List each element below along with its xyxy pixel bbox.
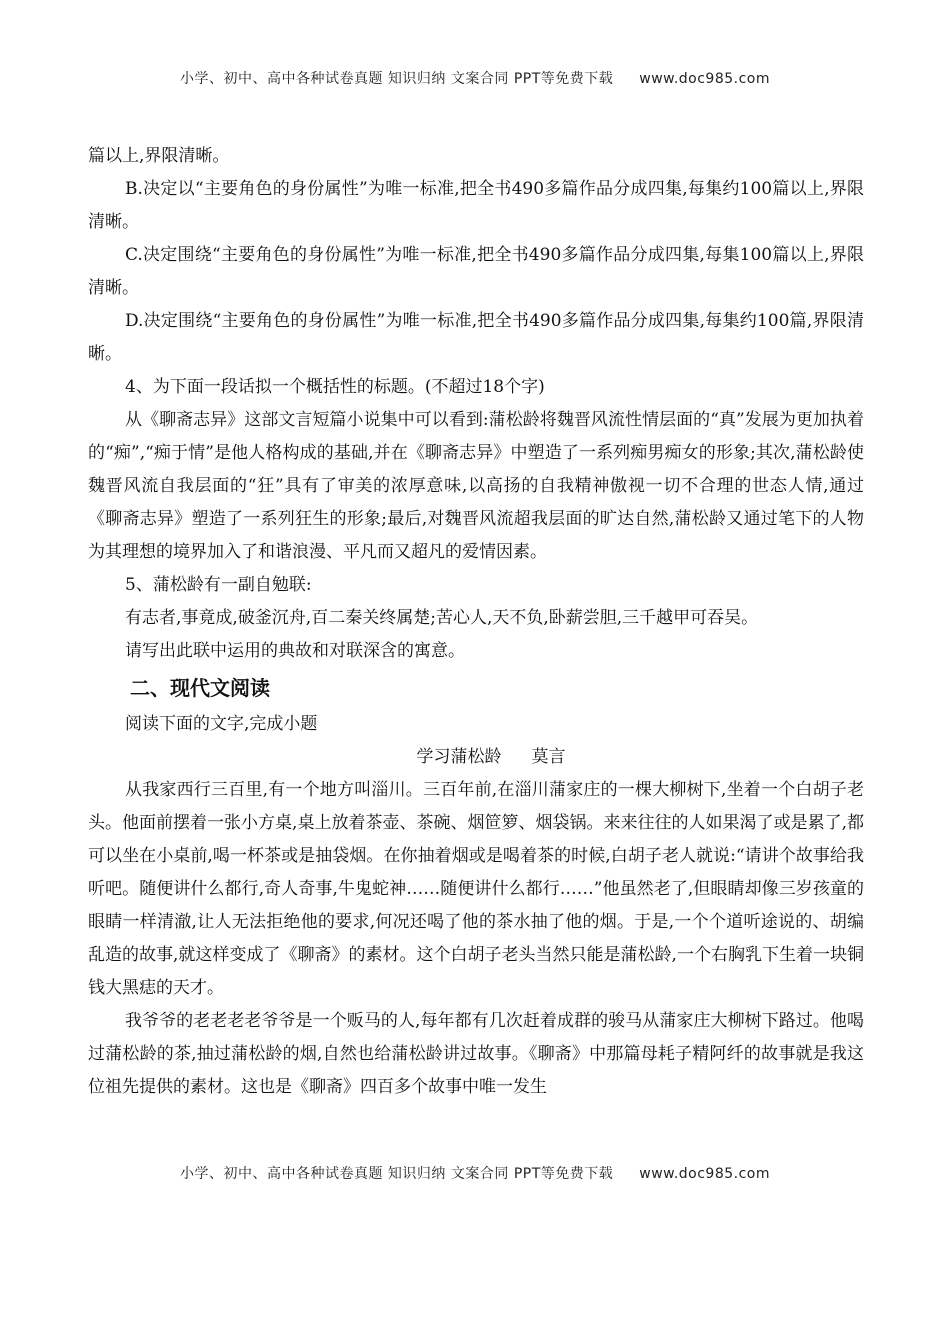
option-b: B.决定以“主要角色的身份属性”为唯一标准,把全书490多篇作品分成四集,每集约100篇以上,界限清晰。: [88, 179, 864, 232]
article-title: 学习蒲松龄: [416, 747, 502, 767]
section-2-heading: 二、现代文阅读: [130, 676, 270, 700]
article-paragraph-1: 从我家西行三百里,有一个地方叫淄川。三百年前,在淄川蒲家庄的一棵大柳树下,坐着一个白胡子老头。他面前摆着一张小方桌,桌上放着茶壶、茶碗、烟笸箩、烟袋锅。来来往往的人如果渴了或是累了,都可以坐在小桌前,喝一杯茶或是抽袋烟。在你抽着烟或是喝着茶的时候,白胡子老人就说:“请讲个故事给我听吧。随便讲什么都行,奇人奇事,牛鬼蛇神……随便讲什么都行……”他虽然老了,但眼睛却像三岁孩童的眼睛一样清澈,让人无法拒绝他的要求,何况还喝了他的茶水抽了他的烟。于是,一个个道听途说的、胡编乱造的故事,就这样变成了《聊斋》的素材。这个白胡子老头当然只能是蒲松龄,一个右胸乳下生着一块铜钱大黑痣的天才。: [88, 780, 864, 998]
article-author: 莫言: [531, 747, 566, 767]
option-c: C.决定围绕“主要角色的身份属性”为唯一标准,把全书490多篇作品分成四集,每集100篇以上,界限清晰。: [88, 245, 864, 298]
article-title-line: [88, 741, 864, 774]
header-text: 小学、初中、高中各种试卷真题 知识归纳 文案合同 PPT等免费下载: [179, 71, 614, 87]
option-a-tail: 篇以上,界限清晰。: [88, 146, 230, 166]
question-5-couplet: 有志者,事竟成,破釜沉舟,百二秦关终属楚;苦心人,天不负,卧薪尝胆,三千越甲可吞吴。: [125, 608, 759, 628]
footer-site-link[interactable]: www.doc985.com: [639, 1166, 771, 1182]
option-d: D.决定围绕“主要角色的身份属性”为唯一标准,把全书490多篇作品分成四集,每集约100篇,界限清晰。: [88, 311, 864, 364]
document-body: [88, 140, 864, 1104]
question-4-prompt: 4、为下面一段话拟一个概括性的标题。(不超过18个字): [125, 377, 545, 397]
footer-text: 小学、初中、高中各种试卷真题 知识归纳 文案合同 PPT等免费下载: [179, 1166, 614, 1182]
article-paragraph-2: 我爷爷的老老老老爷爷是一个贩马的人,每年都有几次赶着成群的骏马从蒲家庄大柳树下路过。他喝过蒲松龄的茶,抽过蒲松龄的烟,自然也给蒲松龄讲过故事。《聊斋》中那篇母耗子精阿纤的故事就是我这位祖先提供的素材。这也是《聊斋》四百多个故事中唯一发生: [88, 1011, 864, 1097]
question-5-prompt: 5、蒲松龄有一副自勉联:: [125, 575, 312, 595]
question-4-passage: 从《聊斋志异》这部文言短篇小说集中可以看到:蒲松龄将魏晋风流性情层面的“真”发展为更加执着的“痴”,“痴于情”是他人格构成的基础,并在《聊斋志异》中塑造了一系列痴男痴女的形象;其次,蒲松龄使魏晋风流自我层面的“狂”具有了审美的浓厚意味,以高扬的自我精神傲视一切不合理的世态人情,通过《聊斋志异》塑造了一系列狂生的形象;最后,对魏晋风流超我层面的旷达自然,蒲松龄又通过笔下的人物为其理想的境界加入了和谐浪漫、平凡而又超凡的爱情因素。: [88, 410, 864, 562]
page-header: [0, 68, 950, 88]
page-footer: [0, 1163, 950, 1183]
section-2-instruction: 阅读下面的文字,完成小题: [125, 714, 318, 734]
question-5-question: 请写出此联中运用的典故和对联深含的寓意。: [125, 641, 465, 661]
header-site-link[interactable]: www.doc985.com: [639, 71, 771, 87]
